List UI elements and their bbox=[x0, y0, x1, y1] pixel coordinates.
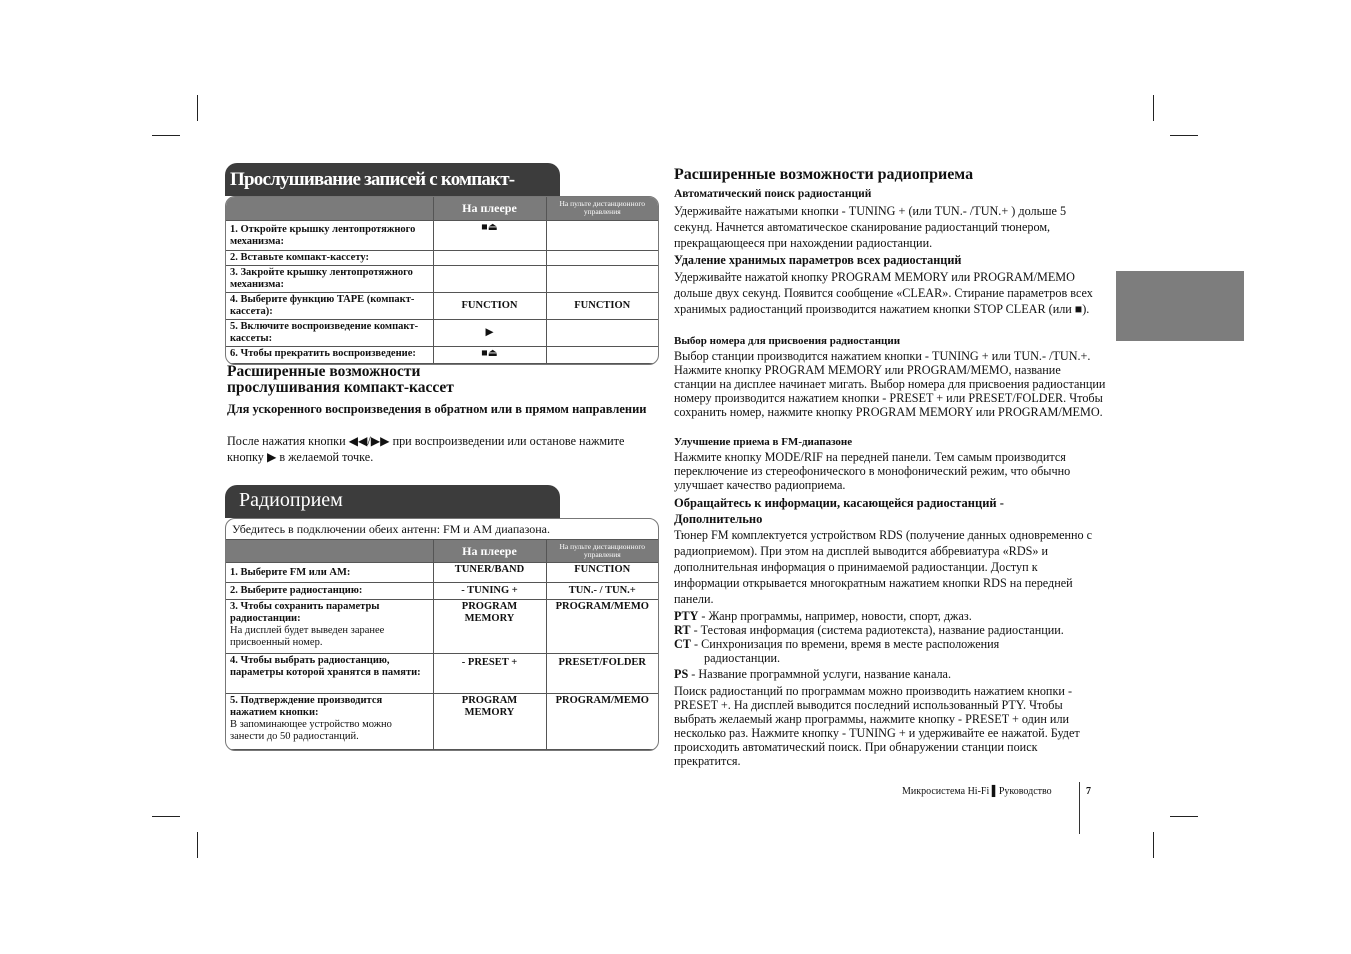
rds-desc: - Тестовая информация (система радиотекста), название радиостанции. bbox=[693, 623, 1064, 637]
crop-mark bbox=[197, 832, 198, 858]
rds-item-ct bbox=[674, 637, 1064, 665]
table-row bbox=[226, 346, 658, 363]
table-row bbox=[226, 583, 658, 600]
table-row bbox=[226, 654, 658, 694]
rds-item-rt bbox=[674, 623, 1106, 637]
step-note: В запоминающее устройство можно занести до 50 радиостанций. bbox=[230, 719, 392, 742]
preset-folder-button-label: PRESET/FOLDER bbox=[546, 654, 658, 694]
table-header-row bbox=[226, 540, 658, 563]
radio-extended-title: Расширенные возможности радиоприема bbox=[674, 166, 974, 183]
delete-presets-text: Удерживайте нажатой кнопку PROGRAM MEMORY или PROGRAM/MEMO дольше двух секунд. Появится сообщение «CLEAR». Стирание параметров всех хранимых радиостанций производится нажатием кнопки STOP CLEAR (или ■). bbox=[674, 270, 1093, 316]
table-row bbox=[226, 600, 658, 654]
footer-text: Микросистема Hi-Fi ▌Руководство bbox=[902, 786, 1052, 797]
rds-code: PTY bbox=[674, 609, 699, 623]
function-button-label: FUNCTION bbox=[546, 563, 658, 583]
preset-button-label: - PRESET + bbox=[433, 654, 546, 694]
crop-mark bbox=[152, 816, 180, 817]
footer-divider bbox=[1079, 782, 1080, 834]
preset-number-text: Выбор станции производится нажатием кнопки - TUNING + или TUN.- /TUN.+. Нажмите кнопку PROGRAM MEMORY или PROGRAM/MEMO, название станции на дисплее начинает мигать. Выбор номера для присвоения радиостанции номеру производится нажатием кнопки - PRESET + или PRESET/FOLDER. Чтобы сохранить номер, нажмите кнопку PROGRAM MEMORY или PROGRAM/MEMO. bbox=[674, 349, 1106, 419]
auto-search-heading: Автоматический поиск радиостанций bbox=[674, 188, 872, 200]
header-empty bbox=[226, 540, 433, 563]
pty-search-text: Поиск радиостанций по программам можно производить нажатием кнопки - PRESET +. На дисплей выводится последний использованный PTY. Чтобы выбрать желаемый жанр программы, нажмите кнопку - PRESET + один или несколько раз. Нажмите кнопку - TUNING + и удерживайте ее нажатой. Будет происходить автоматический поиск. При обнаружении станции поиск прекратится. bbox=[674, 684, 1080, 768]
crop-mark bbox=[1170, 816, 1198, 817]
rds-code: CT bbox=[674, 637, 691, 651]
antenna-notice: Убедитесь в подключении обеих антенн: FM и AM диапазона. bbox=[232, 522, 551, 536]
crop-mark bbox=[1153, 832, 1154, 858]
header-empty bbox=[226, 197, 433, 220]
rds-item-pty bbox=[674, 609, 1106, 623]
table-header-row bbox=[226, 197, 658, 220]
tape-extended-title: Расширенные возможности прослушивания компакт-кассет bbox=[227, 363, 454, 396]
tape-extended-subtitle: Для ускоренного воспроизведения в обратном или в прямом направлении bbox=[227, 402, 647, 416]
radio-section-title: Радиоприем bbox=[225, 485, 560, 518]
crop-mark bbox=[152, 135, 180, 136]
fm-reception-text: Нажмите кнопку MODE/RIF на передней панели. Тем самым производится переключение из стереофонического в монофонический режим, что обычно улучшает качество радиоприема. bbox=[674, 450, 1071, 492]
tuner-band-button-label: TUNER/BAND bbox=[433, 563, 546, 583]
remote-cell bbox=[546, 319, 658, 346]
step-label: 6. Чтобы прекратить воспроизведение: bbox=[226, 346, 433, 363]
remote-cell bbox=[546, 265, 658, 292]
program-memory-button-label: PROGRAM MEMORY bbox=[433, 600, 546, 654]
step-label: 2. Вставьте компакт-кассету: bbox=[226, 250, 433, 265]
player-cell bbox=[433, 265, 546, 292]
play-icon: ▶ bbox=[433, 319, 546, 346]
page-number: 7 bbox=[1086, 786, 1091, 797]
program-memo-button-label: PROGRAM/MEMO bbox=[546, 600, 658, 654]
table-row bbox=[226, 265, 658, 292]
crop-mark bbox=[197, 95, 198, 121]
step-text: 5. Подтверждение производится нажатием кнопки: bbox=[230, 695, 383, 718]
tape-extended-text: После нажатия кнопки ◀◀/▶▶ при воспроизведении или останове нажмите кнопку ▶ в желаемой точке. bbox=[227, 434, 625, 464]
step-label: 3. Закройте крышку лентопротяжного механизма: bbox=[226, 265, 433, 292]
radio-table-box bbox=[225, 518, 659, 751]
step-label: 2. Выберите радиостанцию: bbox=[226, 583, 433, 600]
step-label bbox=[226, 600, 433, 654]
remote-cell bbox=[546, 220, 658, 250]
tape-table bbox=[226, 197, 658, 364]
program-memory-button-label: PROGRAM MEMORY bbox=[433, 694, 546, 750]
stop-eject-icon: ■⏏ bbox=[433, 346, 546, 363]
rds-code: RT bbox=[674, 623, 691, 637]
table-row bbox=[226, 292, 658, 319]
step-label: 4. Чтобы выбрать радиостанцию, параметры которой хранятся в памяти: bbox=[226, 654, 433, 694]
tape-table-box bbox=[225, 196, 659, 365]
table-row bbox=[226, 319, 658, 346]
program-memo-button-label: PROGRAM/MEMO bbox=[546, 694, 658, 750]
language-tab-marker bbox=[1116, 271, 1244, 341]
rds-code: PS bbox=[674, 667, 689, 681]
step-label: 4. Выберите функцию TAPE (компакт-кассета): bbox=[226, 292, 433, 319]
stop-eject-icon: ■⏏ bbox=[433, 220, 546, 250]
rds-desc: - Жанр программы, например, новости, спорт, джаз. bbox=[701, 609, 972, 623]
header-remote: На пульте дистанционного управления bbox=[546, 197, 658, 220]
table-row bbox=[226, 563, 658, 583]
function-button-label: FUNCTION bbox=[546, 292, 658, 319]
radio-table bbox=[226, 539, 658, 750]
tape-section-title: Прослушивание записей с компакт- bbox=[225, 163, 560, 196]
function-button-label: FUNCTION bbox=[433, 292, 546, 319]
player-cell bbox=[433, 250, 546, 265]
fm-reception-heading: Улучшение приема в FM-диапазоне bbox=[674, 436, 853, 448]
crop-mark bbox=[1153, 95, 1154, 121]
step-label: 5. Включите воспроизведение компакт-кассеты: bbox=[226, 319, 433, 346]
remote-cell bbox=[546, 346, 658, 363]
header-player: На плеере bbox=[433, 540, 546, 563]
delete-presets-heading: Удаление хранимых параметров всех радиостанций bbox=[674, 253, 962, 267]
tun-button-label: TUN.- / TUN.+ bbox=[546, 583, 658, 600]
step-label bbox=[226, 694, 433, 750]
preset-number-heading: Выбор номера для присвоения радиостанции bbox=[674, 335, 901, 347]
rds-text: Тюнер FM комплектуется устройством RDS (получение данных одновременно с радиоприемом). При этом на дисплей выводится аббревиатура «RDS» и дополнительная информация о принимаемой радиостанции. Доступ к информации открывается многократным нажатием кнопки RDS на передней панели. bbox=[674, 528, 1093, 606]
rds-desc: - Синхронизация по времени, время в месте расположения радиостанции. bbox=[693, 637, 1000, 665]
table-row bbox=[226, 250, 658, 265]
header-player: На плеере bbox=[433, 197, 546, 220]
step-label: 1. Откройте крышку лентопротяжного механизма: bbox=[226, 220, 433, 250]
table-row bbox=[226, 220, 658, 250]
rds-item-ps bbox=[674, 667, 1106, 681]
header-remote: На пульте дистанционного управления bbox=[546, 540, 658, 563]
step-text: 3. Чтобы сохранить параметры радиостанции: bbox=[230, 601, 380, 624]
step-label: 1. Выберите FM или AM: bbox=[226, 563, 433, 583]
tuning-button-label: - TUNING + bbox=[433, 583, 546, 600]
table-row bbox=[226, 694, 658, 750]
remote-cell bbox=[546, 250, 658, 265]
rds-desc: - Название программной услуги, название канала. bbox=[691, 667, 952, 681]
crop-mark bbox=[1170, 135, 1198, 136]
rds-heading: Обращайтесь к информации, касающейся радиостанций - Дополнительно bbox=[674, 496, 1004, 526]
auto-search-text: Удерживайте нажатыми кнопки - TUNING + (или TUN.- /TUN.+ ) дольше 5 секунд. Начнется автоматическое сканирование радиостанций тюнером, прекращающееся при нахождении радиостанции. bbox=[674, 204, 1067, 250]
step-note: На дисплей будет выведен заранее присвоенный номер. bbox=[230, 625, 385, 648]
